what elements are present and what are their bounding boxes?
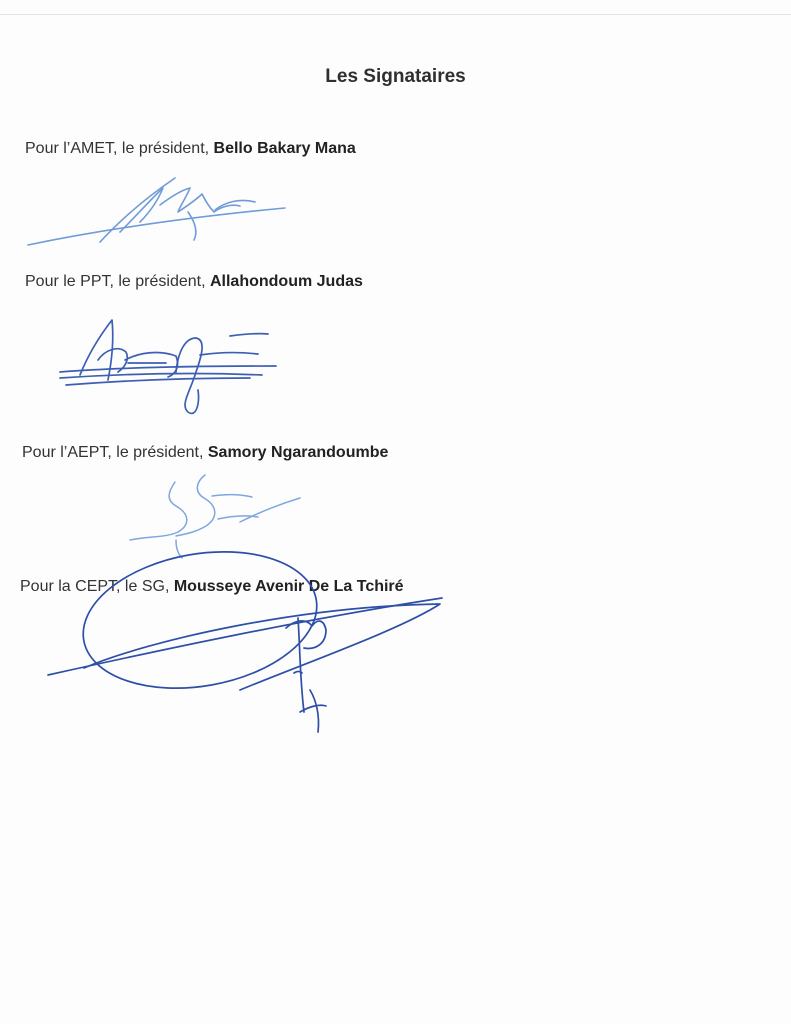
signatory-role: Pour le PPT, le président, [25,273,210,290]
signature-ppt [60,320,276,413]
signatory-line-aept [22,444,388,462]
signatory-role: Pour l’AMET, le président, [25,140,214,157]
signatory-role: Pour l’AEPT, le président, [22,444,208,461]
page-top-edge [0,14,791,15]
signature-aept [130,475,300,558]
signatory-line-amet [25,140,356,158]
signature-amet [28,178,285,245]
signatory-role: Pour la CEPT, le SG, [20,578,174,595]
signatory-name: Bello Bakary Mana [213,140,356,157]
signatory-name: Allahondoum Judas [209,273,363,290]
signatory-line-ppt [25,273,363,291]
page-title: Les Signataires [325,66,466,87]
signature-cept [48,535,442,732]
signatory-name: Samory Ngarandoumbe [207,444,389,461]
signatory-line-cept [20,578,404,596]
signatory-name: Mousseye Avenir De La Tchiré [173,578,404,595]
